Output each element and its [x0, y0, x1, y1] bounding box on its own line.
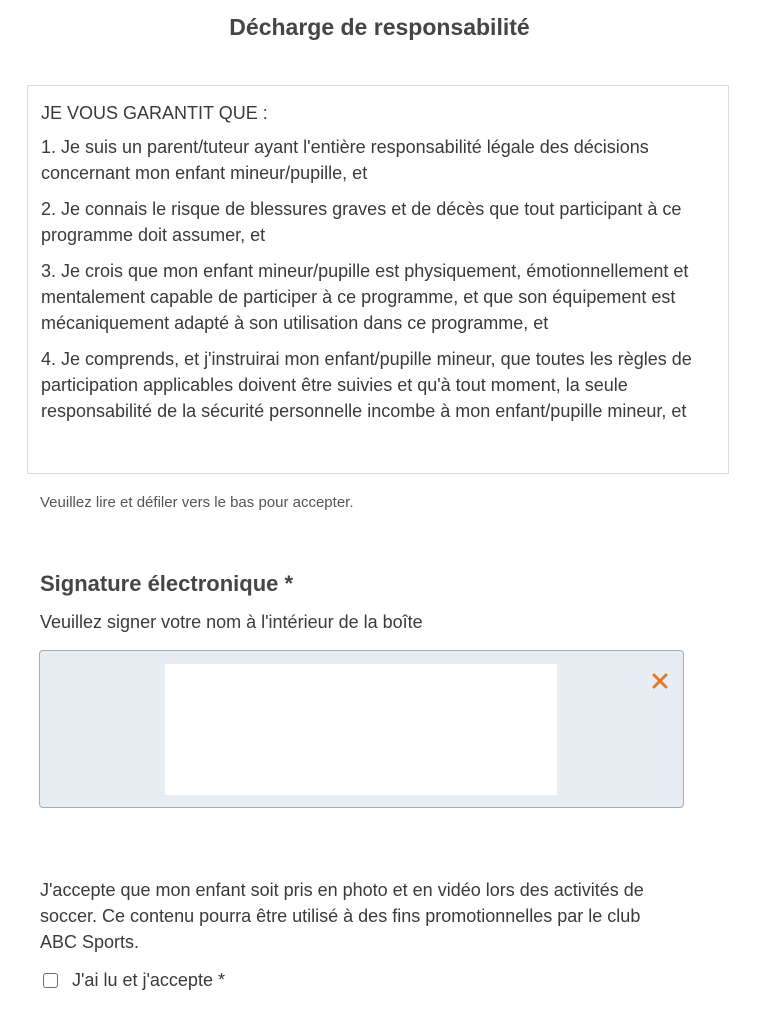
waiver-scroll-box[interactable] [27, 85, 729, 474]
consent-checkbox[interactable] [43, 973, 58, 988]
signature-canvas[interactable] [165, 664, 557, 795]
consent-checkbox-label[interactable]: J'ai lu et j'accepte * [72, 970, 225, 990]
waiver-paragraph: 1. Je suis un parent/tuteur ayant l'entière responsabilité légale des décisions concernant mon enfant mineur/pupille, et [41, 137, 649, 183]
consent-checkbox-row[interactable] [43, 970, 225, 991]
close-icon [649, 670, 671, 692]
clear-signature-button[interactable] [649, 670, 671, 692]
signature-instruction: Veuillez signer votre nom à l'intérieur de la boîte [40, 612, 423, 632]
signature-title: Signature électronique * [40, 571, 294, 596]
waiver-paragraph: 3. Je crois que mon enfant mineur/pupille est physiquement, émotionnellement et mentalement capable de participer à ce programme, et que son équipement est mécaniquement adapté à son utilisation dans ce programme, et [41, 261, 689, 333]
signature-pad [39, 650, 684, 808]
page-title: Décharge de responsabilité [229, 14, 530, 40]
photo-consent-text: J'accepte que mon enfant soit pris en photo et en vidéo lors des activités de soccer. Ce contenu pourra être utilisé à des fins promotionnelles par le club ABC Sports. [40, 880, 644, 952]
scroll-hint: Veuillez lire et défiler vers le bas pour accepter. [40, 494, 354, 511]
waiver-heading: JE VOUS GARANTIT QUE : [41, 103, 268, 123]
waiver-paragraph: 2. Je connais le risque de blessures graves et de décès que tout participant à ce programme doit assumer, et [41, 199, 682, 245]
waiver-paragraph: 4. Je comprends, et j'instruirai mon enfant/pupille mineur, que toutes les règles de participation applicables doivent être suivies et qu'à tout moment, la seule responsabilité de la sécurité personnelle incombe à mon enfant/pupille mineur, et [41, 349, 692, 421]
